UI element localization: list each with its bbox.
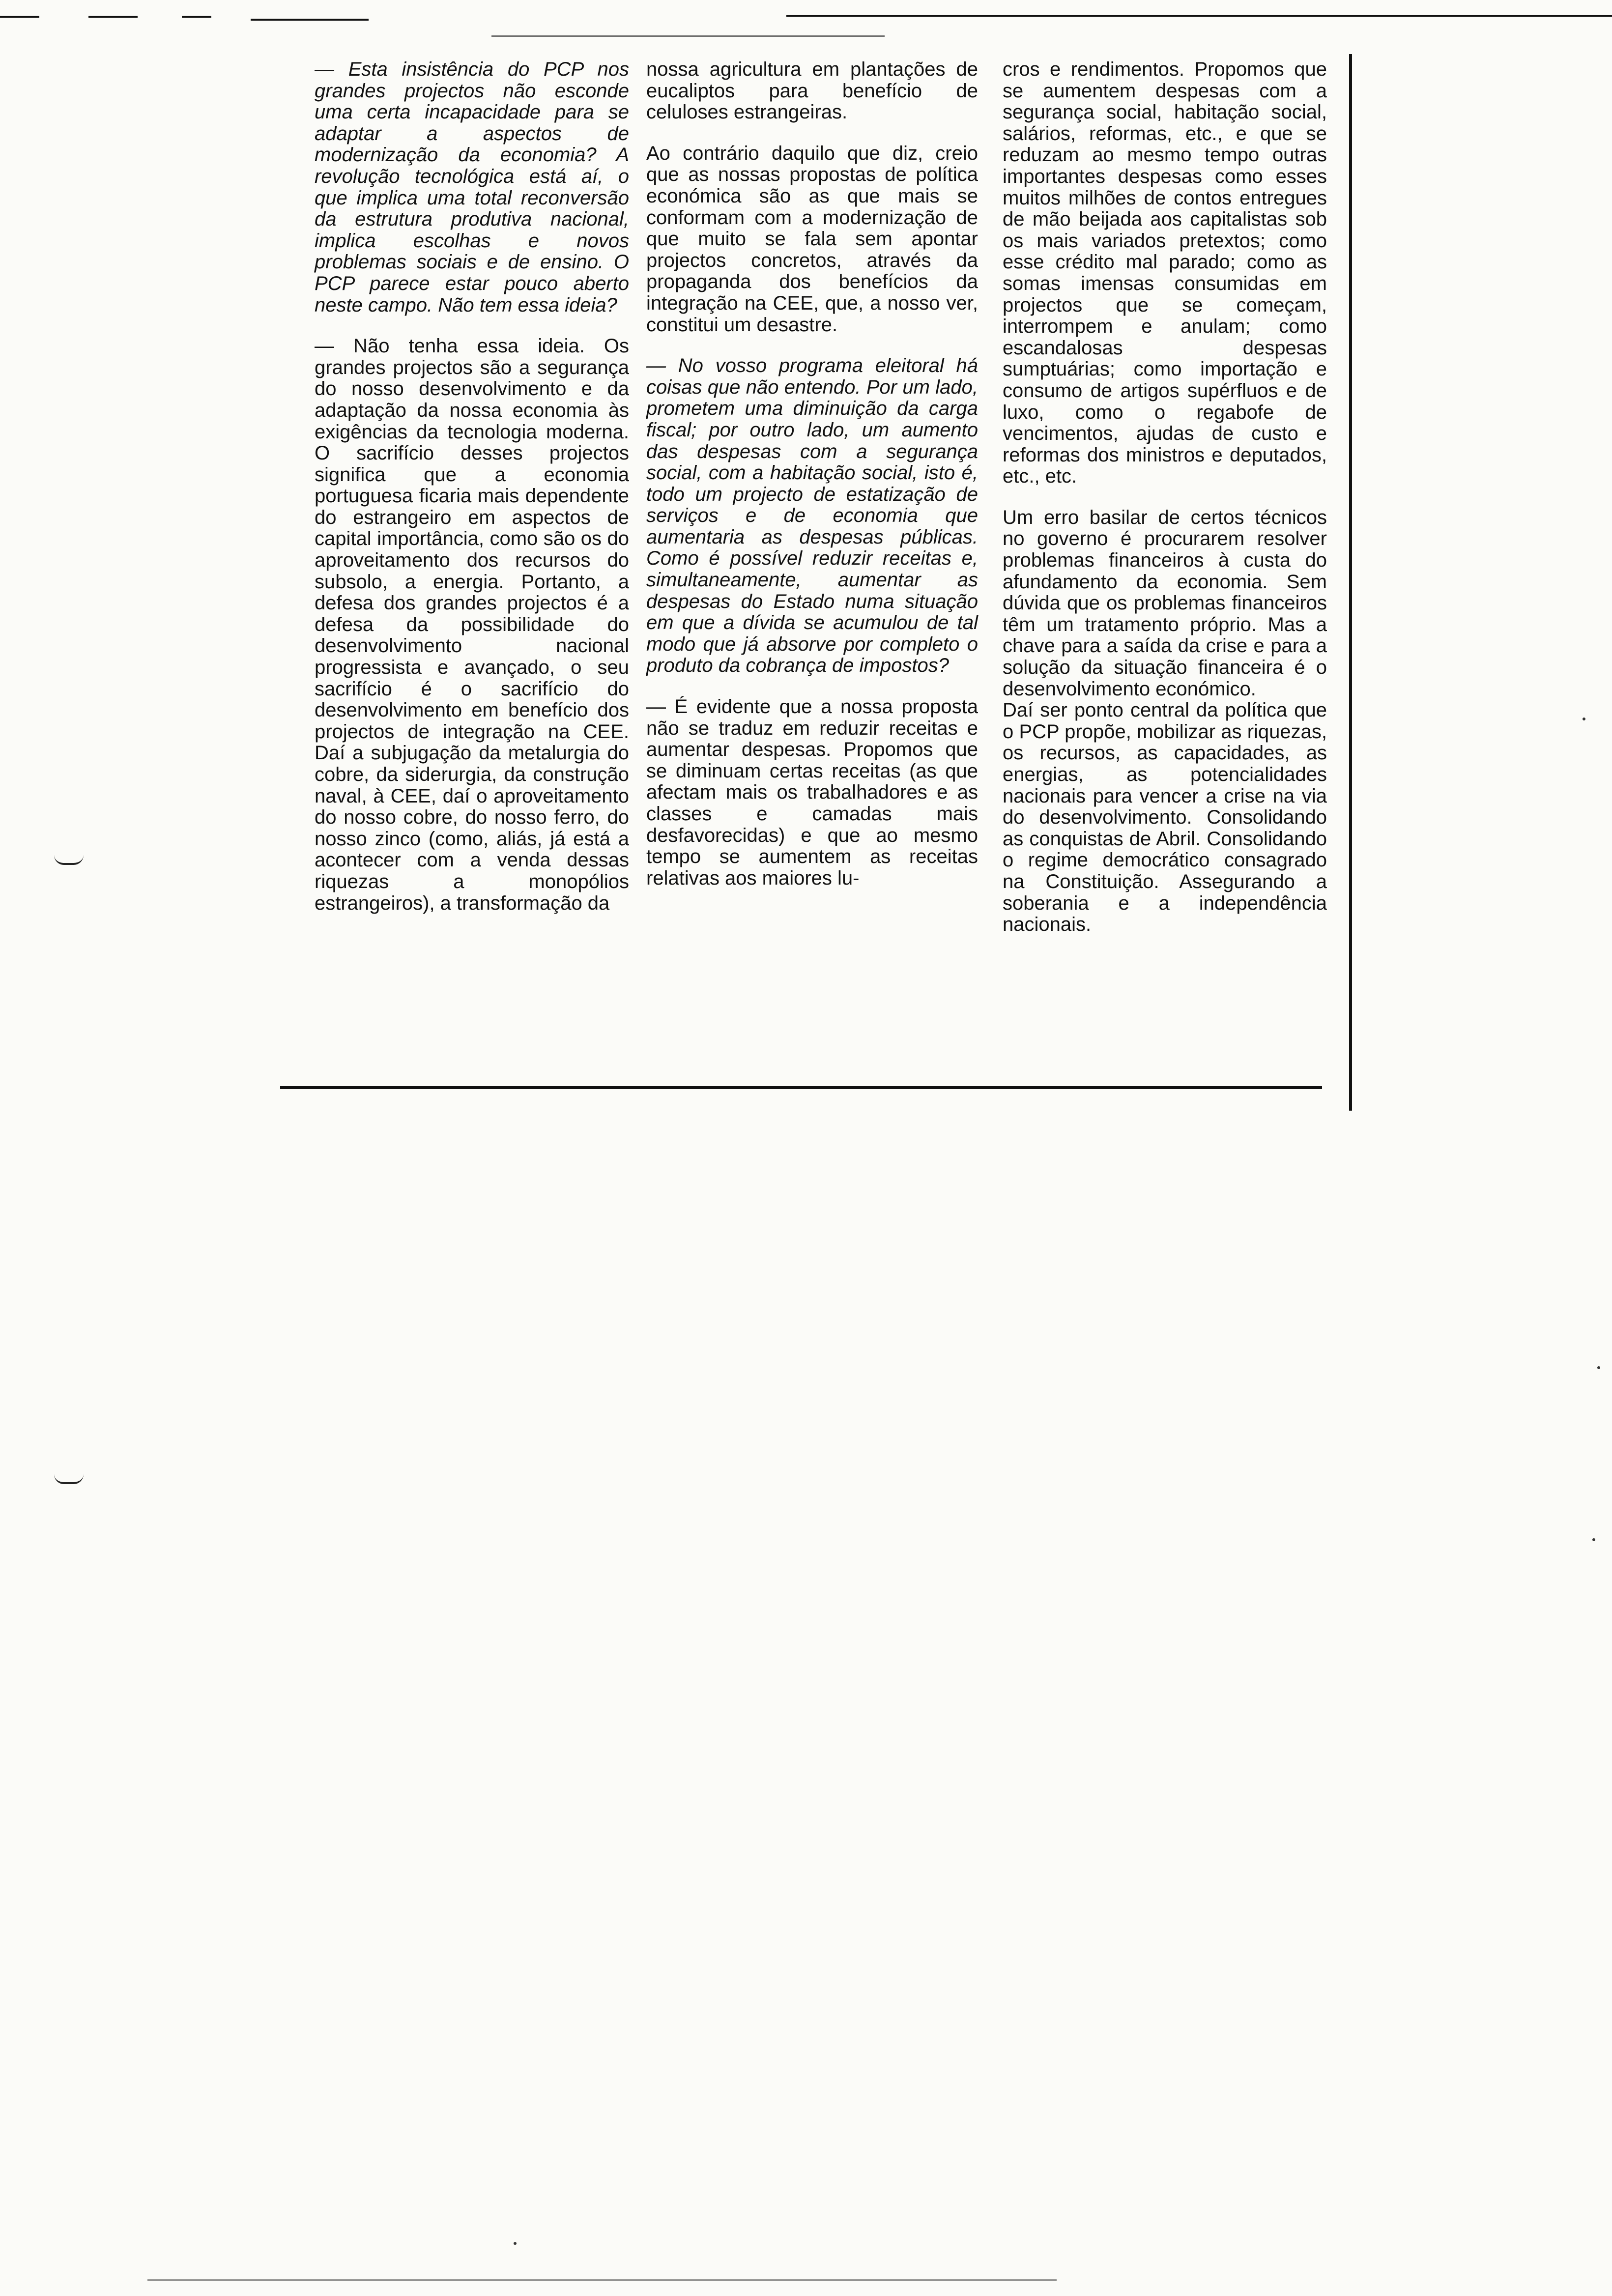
- interview-answer: Daí ser ponto central da política que o PCP propõe, mobilizar as riquezas, os recursos, as capacidades, as energias, as potencialidades nacionais para vencer a crise na via do desenvolvimento. Consolidando as conquistas de Abril. Consolidando o regime democrático consagrado na Constituição. Assegurando a soberania e a independência nacionais.: [1003, 699, 1327, 936]
- interview-answer: — Não tenha essa ideia. Os grandes projectos são a segurança do nosso desenvolvimento e da adaptação da nossa economia às exigências da tecnologia moderna. O sacrifício desses projectos significa que a economia portuguesa ficaria mais dependente do estrangeiro em aspectos de capital importância, como são os do aproveitamento dos recursos do subsolo, a energia. Portanto, a defesa dos grandes projectos é a defesa da possibilidade do desenvolvimento nacional progressista e avançado, o seu sacrifício é o sacrifício do desenvolvimento em benefício dos projectos de integração na CEE. Daí a subjugação da metalurgia do cobre, da siderurgia, da construção naval, à CEE, daí o aproveitamento do nosso cobre, do nosso ferro, do nosso zinco (como, aliás, já está a acontecer com a venda dessas riquezas a monopólios estrangeiros), a transformação da: [315, 335, 629, 914]
- column-top-rule: [491, 35, 885, 37]
- speck: [1592, 1538, 1595, 1541]
- speck: [1597, 1366, 1600, 1369]
- speck: [1583, 718, 1585, 720]
- interview-answer: — É evidente que a nossa proposta não se traduz em reduzir receitas e aumentar despesas. Propomos que se diminuam certas receitas (as que afectam mais os trabalhadores e as classes e camadas mais desfavorecidas) e que ao mesmo tempo se aumentem as receitas relativas aos maiores lu-: [646, 696, 978, 889]
- right-rule: [1349, 54, 1352, 1111]
- bottom-dotted-line: [147, 2279, 1057, 2281]
- bottom-rule: [280, 1086, 1322, 1089]
- interview-question: — Esta insistência do PCP nos grandes projectos não esconde uma certa incapacidade para se adaptar a aspectos de modernização da economia? A revolução tecnológica está aí, o que implica uma total reconversão da estrutura produtiva nacional, implica escolhas e novos problemas sociais e de ensino. O PCP parece estar pouco aberto neste campo. Não tem essa ideia?: [315, 58, 629, 316]
- answer-continuation: cros e rendimentos. Propomos que se aumentem despesas com a segurança social, habitação social, salários, reformas, etc., e que se reduzam ao mesmo tempo outras importantes despesas como esses muitos milhões de contos entregues de mão beijada aos capitalistas sob os mais variados pretextos; como esse crédito mal parado; como as somas imensas consumidas em projectos que se começam, interrompem e anulam; como escandalosas despesas sumptuárias; como importação e consumo de artigos supérfluos e de luxo, como o regabofe de vencimentos, ajudas de custo e reformas dos ministros e deputados, etc., etc.: [1003, 58, 1327, 488]
- article-column-3: [1003, 59, 1327, 955]
- top-rule-segment: [182, 16, 211, 18]
- speck: [514, 2242, 517, 2245]
- punch-hole-mark: [54, 1474, 84, 1484]
- interview-answer: Ao contrário daquilo que diz, creio que as nossas propostas de política económica são as que mais se conformam com a modernização de que muito se fala sem apontar projectos concretos, através da propaganda dos benefícios da integração na CEE, que, a nosso ver, constitui um desastre.: [646, 142, 978, 336]
- interview-answer: Um erro basilar de certos técnicos no governo é procurarem resolver problemas financeiros à custa do afundamento da economia. Sem dúvida que os problemas financeiros têm um tratamento próprio. Mas a chave para a saída da crise e para a solução da situação financeira é o desenvolvimento económico.: [1003, 506, 1327, 700]
- answer-continuation: nossa agricultura em plantações de eucaliptos para benefício de celuloses estrangeiras.: [646, 58, 978, 123]
- top-rule-segment: [88, 16, 138, 18]
- article-column-2: [646, 59, 978, 909]
- top-rule-segment: [251, 19, 369, 21]
- interview-question: — No vosso programa eleitoral há coisas que não entendo. Por um lado, prometem uma diminuição da carga fiscal; por outro lado, um aumento das despesas com a segurança social, com a habitação social, isto é, todo um projecto de estatização de serviços e de economia que aumentaria as despesas públicas. Como é possível reduzir receitas e, simultaneamente, aumentar as despesas do Estado numa situação em que a dívida se acumulou de tal modo que já absorve por completo o produto da cobrança de impostos?: [646, 355, 978, 677]
- top-rule-left: [0, 16, 39, 18]
- top-rule-right: [786, 15, 1612, 17]
- article-column-1: [315, 59, 629, 934]
- punch-hole-mark: [54, 855, 84, 865]
